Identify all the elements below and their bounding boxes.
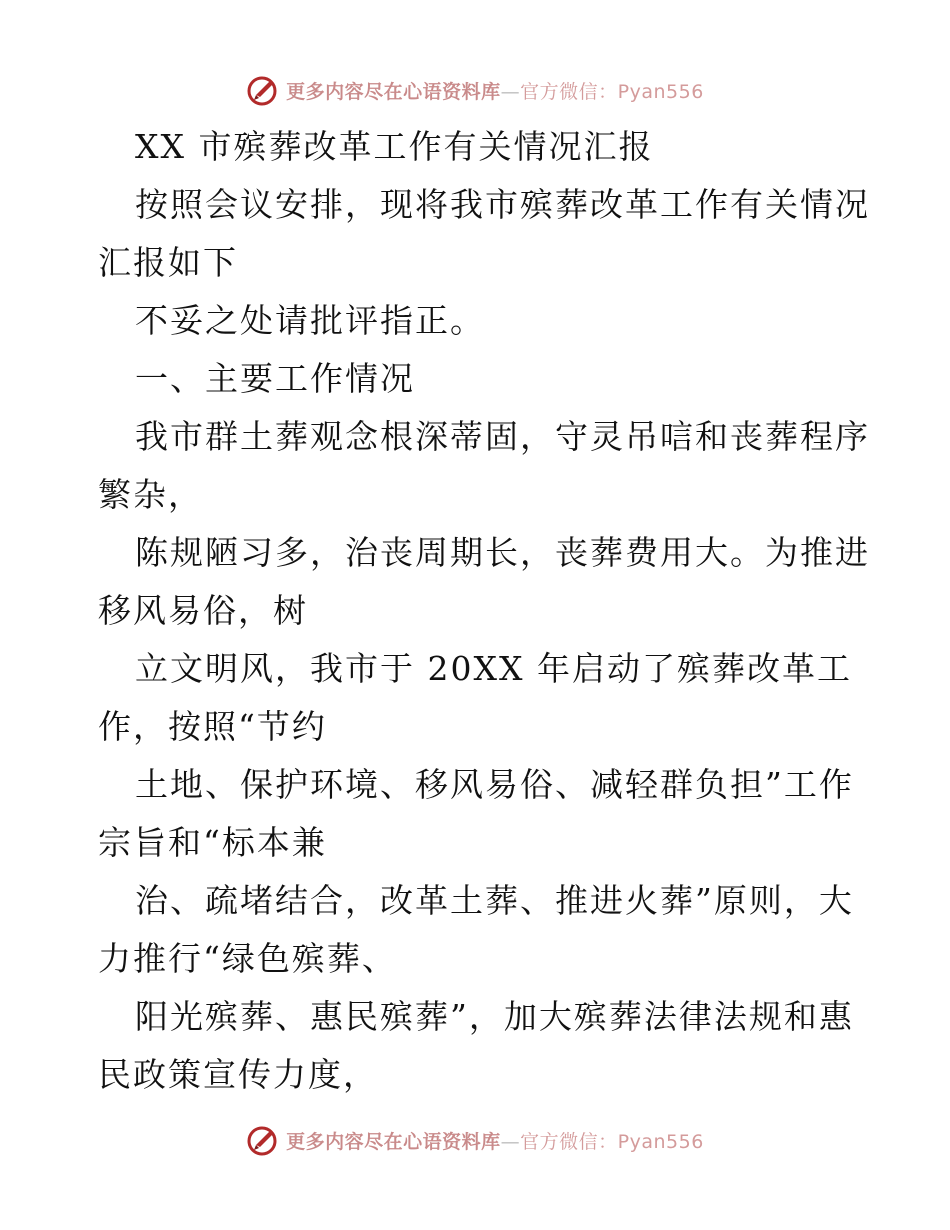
paragraph-line: 移风易俗，树: [98, 591, 308, 630]
paragraph-line: 立文明风，我市于 20XX 年启动了殡葬改革工: [135, 649, 852, 688]
paragraph-line: 汇报如下: [98, 243, 238, 282]
banner-wechat-text: 官方微信：Pyan556: [520, 1130, 704, 1153]
banner-separator: —: [500, 1130, 521, 1153]
paragraph-line: 按照会议安排，现将我市殡葬改革工作有关情况: [135, 185, 870, 224]
paragraph-line: 治、疏堵结合，改革土葬、推进火葬”原则，大: [135, 881, 854, 920]
header-banner: [0, 70, 950, 110]
banner-separator: —: [500, 80, 521, 103]
paragraph-line: 力推行“绿色殡葬、: [98, 939, 397, 978]
document-title: XX 市殡葬改革工作有关情况汇报: [135, 127, 654, 166]
pen-logo-icon: [246, 1123, 280, 1157]
paragraph-line: 陈规陋习多，治丧周期长，丧葬费用大。为推进: [135, 533, 870, 572]
footer-banner: [0, 1120, 950, 1160]
pen-logo-icon: [246, 73, 280, 107]
paragraph-line: 不妥之处请批评指正。: [135, 301, 485, 340]
banner-text: [286, 1127, 704, 1154]
banner-text: [286, 77, 704, 104]
paragraph-line: 繁杂，: [98, 475, 203, 514]
section-heading: 一、主要工作情况: [135, 359, 415, 398]
paragraph-line: 土地、保护环境、移风易俗、减轻群负担”工作: [135, 765, 854, 804]
banner-main-text: 更多内容尽在心语资料库: [286, 80, 501, 103]
paragraph-line: 作，按照“节约: [98, 707, 327, 746]
banner-wechat-text: 官方微信：Pyan556: [520, 80, 704, 103]
paragraph-line: 阳光殡葬、惠民殡葬”，加大殡葬法律法规和惠: [135, 997, 854, 1036]
paragraph-line: 民政策宣传力度，: [98, 1055, 378, 1094]
banner-main-text: 更多内容尽在心语资料库: [286, 1130, 501, 1153]
paragraph-line: 宗旨和“标本兼: [98, 823, 327, 862]
paragraph-line: 我市群土葬观念根深蒂固，守灵吊唁和丧葬程序: [135, 417, 870, 456]
